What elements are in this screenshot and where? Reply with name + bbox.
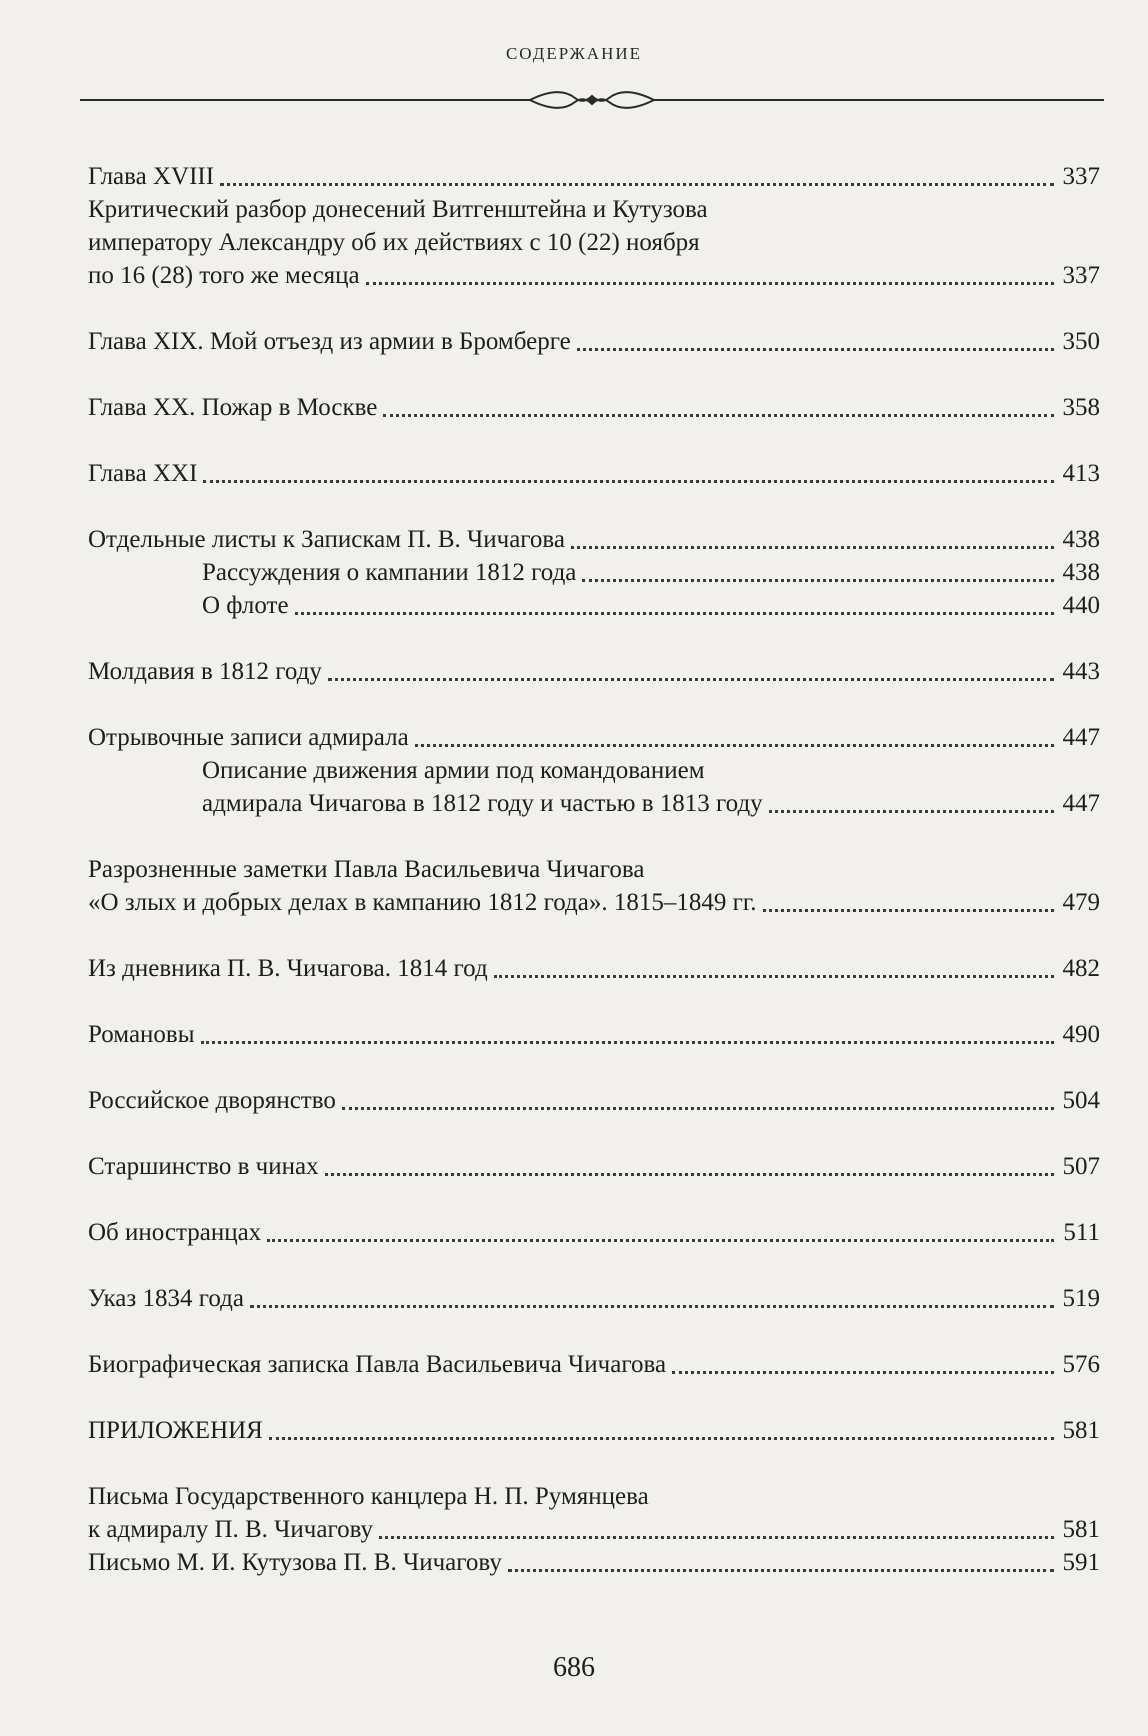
dot-leader — [201, 1041, 1054, 1044]
toc-entry-decree-1834[interactable] — [88, 1282, 1100, 1315]
dot-leader — [220, 183, 1054, 186]
toc-entry-title: Старшинство в чинах — [88, 1153, 319, 1180]
toc-entry-title: Рассуждения о кампании 1812 года — [202, 559, 577, 586]
dot-leader — [582, 579, 1054, 582]
running-header: СОДЕРЖАНИЕ — [505, 44, 643, 63]
toc-entry-page: 440 — [1062, 592, 1100, 619]
toc-entry-moldavia[interactable] — [88, 655, 1100, 688]
toc-entry-page: 447 — [1062, 790, 1100, 817]
toc-entry-title: Об иностранцах — [88, 1219, 262, 1246]
toc-entry-title-line: «О злых и добрых делах в кампанию 1812 года». 1815–1849 гг. — [88, 889, 757, 916]
dot-leader — [763, 909, 1054, 912]
toc-entry-title-line: к адмиралу П. В. Чичагову — [88, 1516, 374, 1543]
toc-entry-page: 413 — [1062, 460, 1100, 487]
toc-entry-page: 576 — [1062, 1351, 1100, 1378]
toc-entry-title-line: адмирала Чичагова в 1812 году и частью в 1813 году — [202, 790, 763, 817]
dot-leader — [494, 975, 1054, 978]
dot-leader — [379, 1536, 1054, 1539]
toc-entry-page: 447 — [1062, 724, 1100, 751]
toc-entry-page: 490 — [1062, 1021, 1100, 1048]
ornament-rule — [80, 88, 1104, 112]
dot-leader — [328, 678, 1054, 681]
toc-entry-title: ПРИЛОЖЕНИЯ — [88, 1417, 263, 1444]
toc-entry-admiral-notes[interactable] — [88, 721, 1100, 754]
toc-entry-page: 591 — [1062, 1549, 1100, 1576]
toc-entry-nobility[interactable] — [88, 1084, 1100, 1117]
toc-subentry-fleet[interactable] — [88, 589, 1100, 622]
toc-entry-title: Молдавия в 1812 году — [88, 658, 322, 685]
dot-leader — [295, 612, 1054, 615]
dot-leader — [250, 1305, 1054, 1308]
toc-entry-title: Глава XVIII — [88, 163, 215, 190]
toc-entry-title: Указ 1834 года — [88, 1285, 244, 1312]
toc-entry-rumyantsev-letters[interactable] — [88, 1480, 1100, 1546]
dot-leader — [366, 282, 1054, 285]
toc-entry-title: О флоте — [202, 592, 289, 619]
toc-entry-page: 438 — [1062, 526, 1100, 553]
page-number: 686 — [553, 1652, 595, 1683]
dot-leader — [415, 744, 1054, 747]
toc-entry-page: 511 — [1063, 1219, 1100, 1246]
toc-subentry-campaign-reasoning[interactable] — [88, 556, 1100, 589]
dot-leader — [571, 546, 1054, 549]
toc-entry-page: 337 — [1062, 163, 1100, 190]
toc-entry-biography[interactable] — [88, 1348, 1100, 1381]
toc-entry-title-line: Письма Государственного канцлера Н. П. Румянцева — [88, 1483, 649, 1510]
toc-entry-title: Отдельные листы к Запискам П. В. Чичагова — [88, 526, 565, 553]
toc-entry-separate-sheets[interactable] — [88, 523, 1100, 556]
toc-entry-page: 438 — [1062, 559, 1100, 586]
toc-entry-page: 482 — [1062, 955, 1100, 982]
dot-leader — [267, 1239, 1054, 1242]
toc-entry-title: Российское дворянство — [88, 1087, 336, 1114]
toc-entry-title: Письмо М. И. Кутузова П. В. Чичагову — [88, 1549, 502, 1576]
toc-entry-page: 581 — [1062, 1417, 1100, 1444]
toc-entry-title: Романовы — [88, 1021, 195, 1048]
toc-entry-page: 350 — [1062, 328, 1100, 355]
toc-entry-page: 519 — [1062, 1285, 1100, 1312]
toc-entry-page: 581 — [1062, 1516, 1100, 1543]
toc-entry-title: Глава XXI — [88, 460, 198, 487]
toc-entry-chapter-19[interactable] — [88, 325, 1100, 358]
toc-entry-romanovs[interactable] — [88, 1018, 1100, 1051]
toc-entry-page: 507 — [1062, 1153, 1100, 1180]
toc-entry-title: Глава XX. Пожар в Москве — [88, 394, 378, 421]
toc-entry-chapter-20[interactable] — [88, 391, 1100, 424]
toc-entry-title: Глава XIX. Мой отъезд из армии в Бромберге — [88, 328, 571, 355]
toc-entry-seniority[interactable] — [88, 1150, 1100, 1183]
dot-leader — [203, 480, 1054, 483]
toc-entry-chapter-21[interactable] — [88, 457, 1100, 490]
dot-leader — [325, 1173, 1054, 1176]
dot-leader — [769, 810, 1054, 813]
toc-entry-page: 443 — [1062, 658, 1100, 685]
toc-entry-diary[interactable] — [88, 952, 1100, 985]
toc-entry-title: Отрывочные записи адмирала — [88, 724, 409, 751]
toc-entry-title-line: Разрозненные заметки Павла Васильевича Чичагова — [88, 856, 645, 883]
dot-leader — [577, 348, 1054, 351]
toc-entry-kutuzov-letter[interactable] — [88, 1546, 1100, 1579]
dot-leader — [672, 1371, 1054, 1374]
toc-entry-critical-review[interactable] — [88, 193, 1100, 292]
toc-entry-title: Биографическая записка Павла Васильевича Чичагова — [88, 1351, 667, 1378]
toc-entry-foreigners[interactable] — [88, 1216, 1100, 1249]
toc-entry-page: 337 — [1062, 262, 1100, 289]
toc-entry-chapter-18[interactable] — [88, 160, 1100, 193]
toc-entry-page: 504 — [1062, 1087, 1100, 1114]
dot-leader — [342, 1107, 1054, 1110]
dot-leader — [508, 1569, 1054, 1572]
dot-leader — [383, 414, 1054, 417]
toc-entry-scattered-notes[interactable] — [88, 853, 1100, 919]
toc-entry-page: 479 — [1062, 889, 1100, 916]
toc-entry-title-line: по 16 (28) того же месяца — [88, 262, 360, 289]
toc-entry-title-line: Описание движения армии под командованием — [202, 757, 705, 784]
dot-leader — [269, 1437, 1054, 1440]
toc-subentry-army-movement[interactable] — [88, 754, 1100, 820]
toc-entry-title: Из дневника П. В. Чичагова. 1814 год — [88, 955, 488, 982]
toc-entry-title-line: императору Александру об их действиях с 10 (22) ноября — [88, 229, 700, 256]
table-of-contents — [88, 160, 1100, 1579]
toc-entry-appendices[interactable] — [88, 1414, 1100, 1447]
toc-entry-title-line: Критический разбор донесений Витгенштейна и Кутузова — [88, 196, 708, 223]
toc-entry-page: 358 — [1062, 394, 1100, 421]
